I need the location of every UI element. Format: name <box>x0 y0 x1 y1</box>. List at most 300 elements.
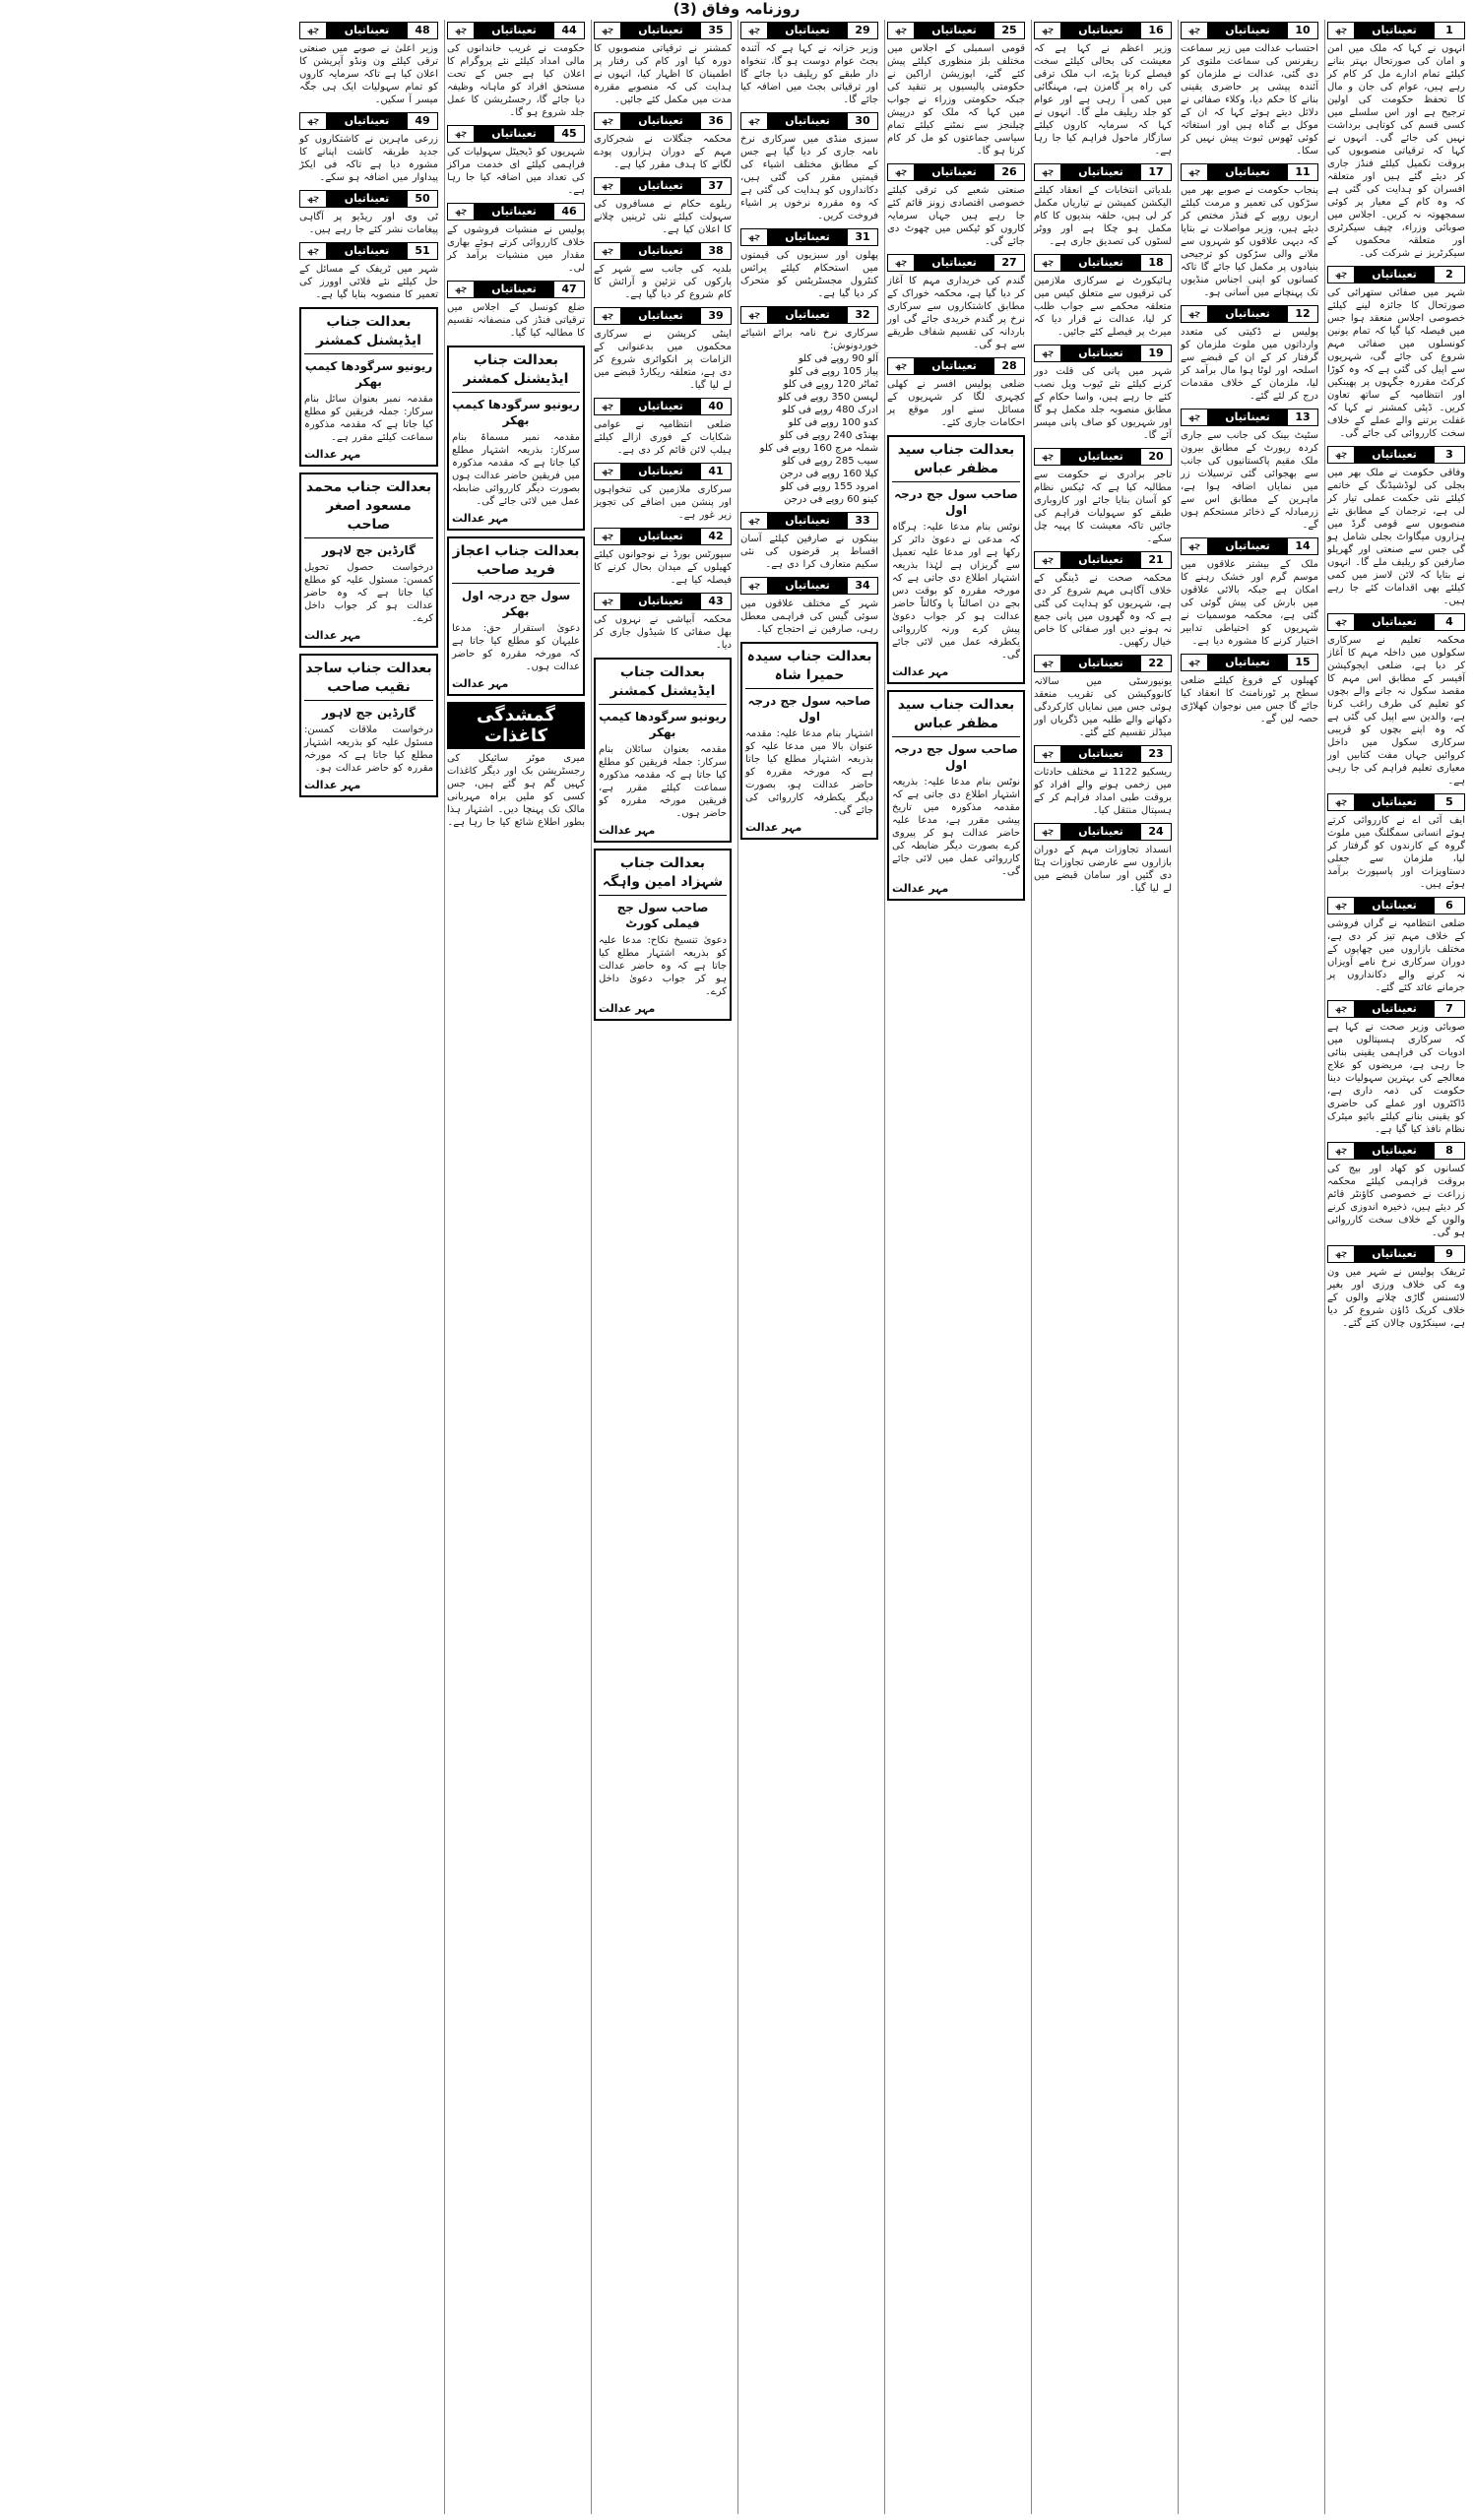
article-body: محکمہ تعلیم نے سرکاری سکولوں میں داخلہ مہم کا آغاز کر دیا ہے، ضلعی ایجوکیشن آفیسر کے مطابق اس مہم کا مقصد سکول نہ جانے والے بچوں کو تعلیم کی طرف راغب کرنا ہے، والدین سے اپیل کی گئی ہے کہ وہ اپنے بچوں کو قریبی سرکاری سکول میں داخل کروائیں جہاں مفت کتابیں اور معیاری تعلیم فراہم کی جا رہی ہے۔ <box>1327 635 1465 787</box>
price-list-item: ادرک 480 روپے فی کلو <box>782 405 878 415</box>
article-category-label: تعیناتیاں <box>1354 267 1435 283</box>
column-1 <box>1324 20 1467 2514</box>
article-header-bar <box>1327 897 1465 914</box>
article <box>1034 254 1172 339</box>
article <box>1034 22 1172 158</box>
court-notice-seal: مہر عدالت <box>892 882 949 895</box>
article-header-bar <box>740 228 878 246</box>
article-body: ریسکیو 1122 نے مختلف حادثات میں زخمی ہونے والے افراد کو بروقت طبی امداد فراہم کر کے ہسپتال منتقل کیا۔ <box>1034 767 1172 816</box>
article-header-bar <box>1034 254 1172 272</box>
article-number: 36 <box>701 113 731 129</box>
article-body: انسداد تجاوزات مہم کے دوران بازاروں سے عارضی تجاوزات ہٹا دی گئیں اور سامان قبضے میں لے لیا گیا۔ <box>1034 845 1172 894</box>
lost-documents-heading: گمشدگی کاغذات <box>447 702 585 749</box>
article <box>1034 655 1172 739</box>
article-body: گندم کی خریداری مہم کا آغاز کر دیا گیا ہے، محکمہ خوراک کے مطابق کاشتکاروں سے سرکاری نرخ پر گندم خریدی جائے گی اور باردانہ کی تقسیم شفاف طریقے سے ہو گی۔ <box>887 276 1025 350</box>
article <box>740 228 878 300</box>
article-key-label: چھ <box>741 513 767 529</box>
article-category-label: تعیناتیاں <box>620 529 701 544</box>
court-notice-heading: بعدالت جناب سیدہ حمیرا شاہ <box>745 648 873 689</box>
article-category-label: تعیناتیاں <box>914 23 994 38</box>
article-key-label: چھ <box>1328 614 1354 630</box>
article <box>1181 654 1318 725</box>
article-key-label: چھ <box>888 358 914 374</box>
court-notice-subheading: ریونیو سرگودھا کیمپ بھکر <box>452 398 580 427</box>
article <box>594 242 732 301</box>
article <box>1181 305 1318 403</box>
article-key-label: چھ <box>1328 267 1354 283</box>
article-header-bar <box>1034 448 1172 466</box>
article-body: پولیس نے منشیات فروشوں کے خلاف کارروائی کرتے ہوئے بھاری مقدار میں منشیات برآمد کر لی۔ <box>447 224 585 274</box>
article-header-bar <box>299 112 438 130</box>
court-notice <box>594 658 732 843</box>
article-number: 5 <box>1435 794 1464 810</box>
article-header-bar <box>1327 1142 1465 1160</box>
article-number: 49 <box>408 113 437 129</box>
article <box>299 190 438 236</box>
article-body: ہائیکورٹ نے سرکاری ملازمین کی ترقیوں سے متعلق کیس میں متعلقہ محکمے سے جواب طلب کر لیا، عدالت نے قرار دیا کہ میرٹ پر فیصلے کئے جائیں۔ <box>1034 276 1172 338</box>
article-body: محکمہ آبپاشی نے نہروں کی بھل صفائی کا شیڈول جاری کر دیا۔ <box>594 614 732 651</box>
article-header-bar <box>594 22 732 39</box>
article-body: یونیورسٹی میں سالانہ کانووکیشن کی تقریب منعقد ہوئی جس میں نمایاں کارکردگی دکھانے والے طلبہ میں ڈگریاں اور میڈلز تقسیم کئے گئے۔ <box>1034 676 1172 738</box>
article-key-label: چھ <box>1035 346 1060 361</box>
article-body: سرکاری ملازمین کی تنخواہوں اور پنشن میں اضافے کی تجویز زیر غور ہے۔ <box>594 484 732 521</box>
article-key-label: چھ <box>1328 1246 1354 1262</box>
court-notice-heading: بعدالت جناب ساجد نقیب صاحب <box>304 660 433 701</box>
article-key-label: چھ <box>448 126 474 142</box>
article-header-bar <box>1327 1245 1465 1263</box>
article-header-bar <box>1327 22 1465 39</box>
article-key-label: چھ <box>300 191 326 207</box>
article-header-bar <box>447 125 585 143</box>
article-key-label: چھ <box>1035 824 1060 840</box>
court-notice-body: اشتہار بنام مدعا علیہ: مقدمہ عنوان بالا میں مدعا علیہ کو بذریعہ اشتہار مطلع کیا جاتا ہے کہ مورخہ مقررہ کو حاضر عدالت ہو، بصورت دیگر یکطرفہ کارروائی کی جائے گی۔ <box>745 728 873 816</box>
court-notice-heading: بعدالت جناب ایڈیشنل کمشنر <box>452 351 580 393</box>
article-header-bar <box>887 22 1025 39</box>
article-key-label: چھ <box>888 164 914 180</box>
article-header-bar <box>1181 305 1318 323</box>
article-body: وزیر اعظم نے کہا ہے کہ معیشت کی بحالی کیلئے سخت فیصلے کرنا پڑے، اب ملک ترقی کی راہ پر گامزن ہے، مہنگائی میں کمی آ رہی ہے اور عوام کو جلد ریلیف ملے گا۔ انہوں نے کہا کہ سرمایہ کاروں کیلئے سازگار ماحول فراہم کیا جا رہا ہے۔ <box>1034 43 1172 157</box>
newspaper-page <box>6 20 1467 2514</box>
article-body: شہریوں کو ڈیجیٹل سہولیات کی فراہمی کیلئے ای خدمت مراکز کی تعداد میں اضافہ کیا جا رہا ہے۔ <box>446 147 585 196</box>
court-notice-body: مقدمہ بعنوان سائلان بنام سرکار: جملہ فریقین کو مطلع کیا جاتا ہے کہ مقدمہ مذکورہ سماعت کیلئے مقرر ہے، فریقین مورخہ مقررہ کو حاضر ہوں۔ <box>599 744 727 819</box>
price-list-item: امرود 155 روپے فی کلو <box>780 481 878 492</box>
price-list-item: کیلا 160 روپے فی درجن <box>779 469 878 479</box>
column-4 <box>884 20 1027 2514</box>
court-notice-body: مقدمہ نمبر بعنوان سائل بنام سرکار: جملہ فریقین کو مطلع کیا جاتا ہے کہ مقدمہ مذکورہ سماعت کیلئے مقرر ہے۔ <box>304 394 433 443</box>
article-body: سبزی منڈی میں سرکاری نرخ نامہ جاری کر دیا گیا ہے جس کے مطابق مختلف اشیاء کی قیمتیں مقرر کی گئی ہیں، دکانداروں کو ہدایت کی گئی ہے کہ وہ مقررہ نرخوں پر اشیاء فروخت کریں۔ <box>740 134 878 221</box>
article-number: 38 <box>701 243 731 259</box>
article-key-label: چھ <box>888 23 914 38</box>
article-number: 3 <box>1435 447 1464 463</box>
article-number: 25 <box>994 23 1024 38</box>
column-3 <box>1031 20 1174 2514</box>
price-list-item: لہسن 350 روپے فی کلو <box>778 392 878 403</box>
article-header-bar <box>1181 654 1318 671</box>
article <box>1034 163 1172 248</box>
court-notice-heading: بعدالت جناب محمد مسعود اصغر صاحب <box>304 478 433 538</box>
article-category-label: تعیناتیاں <box>1354 794 1435 810</box>
article-body: کمشنر نے ترقیاتی منصوبوں کا دورہ کیا اور کام کی رفتار پر اطمینان کا اظہار کیا، انہوں نے ہدایت کی کہ منصوبے مقررہ مدت میں مکمل کئے جائیں۔ <box>594 43 732 105</box>
price-list-item: آلو 90 روپے فی کلو <box>798 353 878 364</box>
court-notice-subheading: صاحب سول جج درجہ اول <box>894 742 1018 772</box>
article-category-label: تعیناتیاں <box>1207 410 1288 425</box>
article-number: 35 <box>701 23 731 38</box>
article-body: پولیس نے ڈکیتی کی متعدد وارداتوں میں ملوث ملزمان کو گرفتار کر کے ان کے قبضے سے اسلحہ اور لوٹا ہوا مال برآمد کر لیا، ملزمان کے خلاف مقدمات درج کر لئے گئے۔ <box>1181 327 1318 402</box>
price-list-item: بھنڈی 240 روپے فی کلو <box>780 430 878 441</box>
article-body: اینٹی کرپشن نے سرکاری محکموں میں بدعنوانی کے الزامات پر انکوائری شروع کر دی ہے، متعلقہ ریکارڈ قبضے میں لے لیا گیا۔ <box>594 329 732 391</box>
article-number: 18 <box>1141 255 1171 271</box>
article <box>1327 897 1465 994</box>
article-number: 6 <box>1435 898 1464 914</box>
court-notice-seal: مہر عدالت <box>452 512 509 525</box>
court-notice-body: درخواست ملاقات کمسن: مسئول علیہ کو بذریعہ اشتہار مطلع کیا جاتا ہے کہ مورخہ مقررہ کو حاضر عدالت ہو۔ <box>304 724 433 774</box>
article <box>1034 345 1172 442</box>
article-category-label: تعیناتیاں <box>1060 746 1141 762</box>
article-header-bar <box>594 177 732 195</box>
column-6 <box>591 20 734 2514</box>
article-key-label: چھ <box>741 23 767 38</box>
article-key-label: چھ <box>595 529 620 544</box>
article <box>1181 22 1318 158</box>
article-key-label: چھ <box>741 113 767 129</box>
article-category-label: تعیناتیاں <box>474 282 554 297</box>
article-number: 4 <box>1435 614 1464 630</box>
article-category-label: تعیناتیاں <box>620 23 701 38</box>
article <box>1181 409 1318 532</box>
article-number: 21 <box>1141 552 1171 568</box>
article-category-label: تعیناتیاں <box>767 229 848 245</box>
masthead-title: روزنامہ وفاق (3) <box>672 0 801 18</box>
court-notice-seal: مہر عدالت <box>304 448 361 461</box>
article-body: صنعتی شعبے کی ترقی کیلئے خصوصی اقتصادی زونز قائم کئے جا رہے ہیں جہاں سرمایہ کاروں کو ٹیکس میں چھوٹ دی جائے گی۔ <box>887 185 1025 247</box>
article-category-label: تعیناتیاں <box>620 243 701 259</box>
article-category-label: تعیناتیاں <box>767 513 848 529</box>
court-notice <box>447 536 585 696</box>
article-header-bar <box>299 190 438 208</box>
article-key-label: چھ <box>741 578 767 594</box>
article-header-bar <box>1327 793 1465 811</box>
article-number: 1 <box>1435 23 1464 38</box>
article-body: ضلعی انتظامیہ نے گراں فروشی کے خلاف مہم تیز کر دی ہے، مختلف بازاروں میں چھاپوں کے دوران سرکاری نرخ نامے آویزاں نہ کرنے والے دکانداروں پر جرمانے عائد کئے گئے۔ <box>1327 918 1465 993</box>
article-number: 29 <box>848 23 877 38</box>
article-body: ریلوے حکام نے مسافروں کی سہولت کیلئے نئی ٹرینیں چلانے کا اعلان کیا ہے۔ <box>594 199 732 235</box>
article-key-label: چھ <box>1035 255 1060 271</box>
article-header-bar <box>594 528 732 545</box>
article-category-label: تعیناتیاں <box>1060 23 1141 38</box>
article <box>594 593 732 652</box>
article-number: 17 <box>1141 164 1171 180</box>
court-notice-subheading: سول جج درجہ اول بھکر <box>461 589 571 618</box>
article <box>447 125 585 197</box>
court-notice-heading: بعدالت جناب ایڈیشنل کمشنر <box>304 313 433 354</box>
article <box>1034 551 1172 649</box>
article-number: 44 <box>554 23 584 38</box>
article-number: 51 <box>408 243 437 259</box>
article-body: کھیلوں کے فروغ کیلئے ضلعی سطح پر ٹورنامنٹ کا انعقاد کیا جائے گا جس میں نوجوان کھلاڑی حصہ لیں گے۔ <box>1181 675 1318 724</box>
article-category-label: تعیناتیاں <box>620 464 701 479</box>
article-number: 31 <box>848 229 877 245</box>
article <box>447 22 585 119</box>
article-key-label: چھ <box>741 229 767 245</box>
article-body: ملک کے بیشتر علاقوں میں موسم گرم اور خشک رہنے کا امکان ہے جبکہ بالائی علاقوں میں بارش کی پیش گوئی کی گئی ہے، محکمہ موسمیات نے شہریوں کو احتیاطی تدابیر اختیار کرنے کا مشورہ دیا ہے۔ <box>1181 559 1318 647</box>
article-body: ضلعی انتظامیہ نے عوامی شکایات کے فوری ازالے کیلئے ہیلپ لائن قائم کر دی ہے۔ <box>594 419 732 456</box>
article <box>887 22 1025 158</box>
article-body: تاجر برادری نے حکومت سے مطالبہ کیا ہے کہ ٹیکس نظام کو آسان بنایا جائے اور کاروباری طبقے کو سہولیات فراہم کی جائیں تاکہ معیشت کا پہیہ چل سکے۔ <box>1034 470 1172 544</box>
article-number: 7 <box>1435 1001 1464 1017</box>
article-category-label: تعیناتیاں <box>914 255 994 271</box>
article-body: حکومت نے غریب خاندانوں کی مالی امداد کیلئے نئے پروگرام کا اعلان کیا ہے جس کے تحت مستحق افراد کو ماہانہ وظیفہ دیا جائے گا، رجسٹریشن کا عمل جلد شروع ہو گا۔ <box>447 43 585 118</box>
article-key-label: چھ <box>595 464 620 479</box>
article-header-bar <box>740 577 878 595</box>
article-number: 28 <box>994 358 1024 374</box>
article <box>740 22 878 106</box>
court-notice-body: نوٹس بنام مدعا علیہ: بذریعہ اشتہار اطلاع دی جاتی ہے کہ مقدمہ مذکورہ میں تاریخ پیشی مقرر ہے، مدعا علیہ حاضر عدالت ہو کر پیروی کرے بصورت دیگر ضابطہ کی کارروائی عمل میں لائی جائے گی۔ <box>892 777 1020 877</box>
court-notice <box>299 307 438 467</box>
article-body: وزیر اعلیٰ نے صوبے میں صنعتی ترقی کیلئے ون ونڈو آپریشن کا اعلان کیا ہے تاکہ سرمایہ کاروں کو تمام سہولیات ایک ہی جگہ میسر آ سکیں۔ <box>299 43 438 105</box>
article-body: صوبائی وزیر صحت نے کہا ہے کہ سرکاری ہسپتالوں میں ادویات کی فراہمی یقینی بنائی جا رہی ہے، مریضوں کو علاج معالجے کی بہترین سہولیات دینا حکومت کی ذمہ داری ہے، ڈاکٹروں اور عملے کی حاضری کو یقینی بنانے کیلئے بائیو میٹرک نظام نافذ کیا گیا ہے۔ <box>1327 1022 1465 1135</box>
article-header-bar <box>1327 266 1465 284</box>
article <box>1327 1245 1465 1330</box>
column-8 <box>297 20 440 2514</box>
article-header-bar <box>1181 409 1318 426</box>
article-body: شہر میں ٹریفک کے مسائل کے حل کیلئے نئے فلائی اوورز کی تعمیر کا منصوبہ بنایا گیا ہے۔ <box>299 264 438 300</box>
article-number: 13 <box>1288 410 1317 425</box>
article-category-label: تعیناتیاں <box>1207 164 1288 180</box>
article-body: کسانوں کو کھاد اور بیج کی بروقت فراہمی کیلئے محکمہ زراعت نے خصوصی کاؤنٹر قائم کر دیئے ہیں، ذخیرہ اندوزی کرنے والوں کے خلاف سخت کارروائی ہو گی۔ <box>1327 1164 1465 1238</box>
article-category-label: تعیناتیاں <box>1354 23 1435 38</box>
article-category-label: تعیناتیاں <box>1060 656 1141 671</box>
article-body: پھلوں اور سبزیوں کی قیمتوں میں استحکام کیلئے پرائس کنٹرول مجسٹریٹس کو متحرک کر دیا گیا ہے۔ <box>740 250 878 299</box>
article-key-label: چھ <box>595 178 620 194</box>
article-body: ضلع کونسل کے اجلاس میں ترقیاتی فنڈز کی منصفانہ تقسیم کا مطالبہ کیا گیا۔ <box>447 302 585 339</box>
article-body: محکمہ صحت نے ڈینگی کے خلاف آگاہی مہم شروع کر دی ہے، شہریوں کو ہدایت کی گئی ہے کہ وہ گھروں میں پانی جمع نہ ہونے دیں اور صفائی کا خاص خیال رکھیں۔ <box>1034 573 1172 648</box>
court-notice-subheading: ریونیو سرگودھا کیمپ بھکر <box>304 359 433 389</box>
court-notice-seal: مہر عدالت <box>304 779 361 791</box>
article-key-label: چھ <box>448 282 474 297</box>
court-notice-heading: بعدالت جناب سید مظفر عباس <box>892 441 1020 482</box>
article-body: انہوں نے کہا کہ ملک میں امن و امان کی صورتحال بہتر بنانے کیلئے تمام ادارے مل کر کام کر رہے ہیں، عوام کی جان و مال کا تحفظ حکومت کی اولین ترجیح ہے اور اس سلسلے میں کسی قسم کی کوتاہی برداشت نہیں کی جائے گی۔ انہوں نے کہا کہ ترقیاتی منصوبوں کی بروقت تکمیل کیلئے فنڈز جاری کر دیئے گئے ہیں اور متعلقہ افسران کو ہدایت کی گئی ہے کہ وہ کام کے معیار پر کوئی سمجھوتہ نہ کریں۔ اجلاس میں صوبائی وزراء، چیف سیکرٹری اور متعلقہ محکموں کے سیکرٹریز نے شرکت کی۔ <box>1327 43 1465 259</box>
article-category-label: تعیناتیاں <box>1354 1246 1435 1262</box>
court-notice-seal: مہر عدالت <box>892 665 949 678</box>
court-notice <box>887 435 1025 684</box>
article-header-bar <box>447 22 585 39</box>
article-header-bar <box>594 242 732 260</box>
article-key-label: چھ <box>1182 23 1207 38</box>
article-category-label: تعیناتیاں <box>1060 449 1141 465</box>
article-category-label: تعیناتیاں <box>767 23 848 38</box>
price-list-item: ٹماٹر 120 روپے فی کلو <box>783 379 878 390</box>
article <box>1327 266 1465 440</box>
article-category-label: تعیناتیاں <box>914 358 994 374</box>
article <box>594 307 732 392</box>
article-number: 16 <box>1141 23 1171 38</box>
article-key-label: چھ <box>1035 656 1060 671</box>
article-category-label: تعیناتیاں <box>326 113 408 129</box>
article-number: 14 <box>1288 538 1317 554</box>
article-number: 41 <box>701 464 731 479</box>
article-number: 8 <box>1435 1143 1464 1159</box>
article-key-label: چھ <box>1328 447 1354 463</box>
article-number: 40 <box>701 399 731 414</box>
article-body: سٹیٹ بینک کی جانب سے جاری کردہ رپورٹ کے مطابق بیرون ملک مقیم پاکستانیوں کی جانب سے بھجوائی گئی ترسیلات زر میں نمایاں اضافہ ہوا ہے، ماہرین کے مطابق اس سے زرمبادلہ کے ذخائر مستحکم ہوں گے۔ <box>1181 430 1318 531</box>
court-notice-subheading: ریونیو سرگودھا کیمپ بھکر <box>599 710 727 739</box>
article-category-label: تعیناتیاں <box>767 307 848 323</box>
article-body: پنجاب حکومت نے صوبے بھر میں سڑکوں کی تعمیر و مرمت کیلئے اربوں روپے کے فنڈز مختص کر دیئے ہیں، وزیر مواصلات نے بتایا کہ دیہی علاقوں کو شہروں سے ملانے والی سڑکوں کو ترجیحی بنیادوں پر مکمل کیا جائے گا تاکہ کسانوں کو اپنی اجناس منڈیوں تک پہنچانے میں آسانی ہو۔ <box>1181 185 1318 298</box>
article-number: 37 <box>701 178 731 194</box>
article-key-label: چھ <box>1035 552 1060 568</box>
court-notice-subheading: گارڈین جج لاہور <box>321 706 416 720</box>
article-number: 22 <box>1141 656 1171 671</box>
article <box>740 112 878 222</box>
article-body: وزیر خزانہ نے کہا ہے کہ آئندہ بجٹ عوام دوست ہو گا، تنخواہ دار طبقے کو ریلیف دیا جائے گا اور ترقیاتی بجٹ میں اضافہ کیا جائے گا۔ <box>740 43 878 105</box>
article <box>887 163 1025 248</box>
article-number: 46 <box>554 204 584 220</box>
court-notice-body: نوٹس بنام مدعا علیہ: ہرگاہ کہ مدعی نے دعویٰ دائر کر رکھا ہے اور مدعا علیہ تعمیل سے گریزاں ہے لہٰذا بذریعہ اشتہار اطلاع دی جاتی ہے کہ مورخہ مقررہ کو بوقت دس بجے دن اصالتاً یا وکالتاً حاضر عدالت ہو کر جواب دعویٰ پیش کرے ورنہ کارروائی یکطرفہ عمل میں لائی جائے گی۔ <box>892 522 1020 661</box>
article-category-label: تعیناتیاں <box>1207 23 1288 38</box>
article-header-bar <box>740 512 878 530</box>
article-body: ضلعی پولیس افسر نے کھلی کچہری لگا کر شہریوں کے مسائل سنے اور موقع پر احکامات جاری کئے۔ <box>887 379 1025 428</box>
article-header-bar <box>1327 1000 1465 1018</box>
article-category-label: تعیناتیاں <box>1207 538 1288 554</box>
article-key-label: چھ <box>1328 898 1354 914</box>
article-header-bar <box>740 306 878 324</box>
article-header-bar <box>887 254 1025 272</box>
article-header-bar <box>594 463 732 480</box>
court-notice <box>740 642 878 840</box>
article-key-label: چھ <box>888 255 914 271</box>
article-category-label: تعیناتیاں <box>326 23 408 38</box>
article-header-bar <box>594 307 732 325</box>
article-body: زرعی ماہرین نے کاشتکاروں کو جدید طریقہ کاشت اپنانے کا مشورہ دیا ہے تاکہ فی ایکڑ پیداوار میں اضافہ ہو سکے۔ <box>299 134 438 183</box>
article-key-label: چھ <box>1035 23 1060 38</box>
article-header-bar <box>1034 745 1172 763</box>
article-number: 12 <box>1288 306 1317 322</box>
court-notice <box>887 690 1025 901</box>
article-number: 10 <box>1288 23 1317 38</box>
article-number: 43 <box>701 594 731 609</box>
article-header-bar <box>740 22 878 39</box>
column-7 <box>444 20 587 2514</box>
article-header-bar <box>1181 163 1318 181</box>
court-notice <box>594 849 732 1021</box>
article <box>1327 1000 1465 1136</box>
article-header-bar <box>299 22 438 39</box>
article-category-label: تعیناتیاں <box>1060 346 1141 361</box>
column-2 <box>1178 20 1320 2514</box>
article <box>299 242 438 301</box>
article-body: ٹریفک پولیس نے شہر میں ون وے کی خلاف ورزی اور بغیر لائسنس گاڑی چلانے والوں کے خلاف کریک ڈاؤن شروع کر دیا ہے، سینکڑوں چالان کئے گئے۔ <box>1327 1267 1465 1329</box>
article <box>594 22 732 106</box>
article-body: سپورٹس بورڈ نے نوجوانوں کیلئے کھیلوں کے میدان بحال کرنے کا فیصلہ کیا ہے۔ <box>594 549 732 586</box>
price-list-item: شملہ مرچ 160 روپے فی کلو <box>759 443 878 454</box>
article <box>1181 163 1318 299</box>
article <box>887 254 1025 351</box>
article-category-label: تعیناتیاں <box>1207 306 1288 322</box>
article-key-label: چھ <box>595 594 620 609</box>
article-header-bar <box>594 593 732 610</box>
article <box>594 112 732 171</box>
court-notice-body: مقدمہ نمبر مسماۃ بنام سرکار: بذریعہ اشتہار مطلع کیا جاتا ہے کہ مقدمہ مذکورہ میں فریقین حاضر عدالت ہوں بصورت دیگر کارروائی ضابطہ عمل میں لائی جائے گی۔ <box>452 432 580 507</box>
article <box>1181 537 1318 648</box>
article <box>1327 793 1465 891</box>
article <box>887 357 1025 429</box>
court-notice-seal: مہر عدالت <box>452 677 509 690</box>
article <box>594 463 732 522</box>
article-number: 24 <box>1141 824 1171 840</box>
article-header-bar <box>447 203 585 220</box>
article-category-label: تعیناتیاں <box>620 594 701 609</box>
article-key-label: چھ <box>1182 538 1207 554</box>
article-body: ٹی وی اور ریڈیو پر آگاہی پیغامات نشر کئے جا رہے ہیں۔ <box>299 212 438 235</box>
article-key-label: چھ <box>595 308 620 324</box>
article <box>740 306 878 506</box>
article-header-bar <box>1327 446 1465 464</box>
article <box>594 398 732 457</box>
article-header-bar <box>299 242 438 260</box>
article-header-bar <box>1034 823 1172 841</box>
article-number: 42 <box>701 529 731 544</box>
article-key-label: چھ <box>595 113 620 129</box>
article <box>594 528 732 587</box>
price-list-item: سیب 285 روپے فی کلو <box>782 456 878 467</box>
article-key-label: چھ <box>1182 410 1207 425</box>
article-header-bar <box>1034 551 1172 569</box>
article-body: شہر میں پانی کی قلت دور کرنے کیلئے نئے ٹیوب ویل نصب کئے جا رہے ہیں، واسا حکام کے مطابق منصوبہ جلد مکمل ہو گا اور شہریوں کو صاف پانی میسر آئے گا۔ <box>1034 366 1172 441</box>
article-category-label: تعیناتیاں <box>1060 552 1141 568</box>
article-category-label: تعیناتیاں <box>1354 1143 1435 1159</box>
article-number: 19 <box>1141 346 1171 361</box>
article <box>1327 613 1465 788</box>
article-category-label: تعیناتیاں <box>1354 898 1435 914</box>
article-body: قومی اسمبلی کے اجلاس میں مختلف بلز منظوری کیلئے پیش کئے گئے، اپوزیشن اراکین نے حکومتی پالیسیوں پر تنقید کی جبکہ حکومتی وزراء نے جواب میں کہا کہ ملک کو درپیش چیلنجز سے نمٹنے کیلئے تمام سیاسی جماعتوں کو مل کر کام کرنا ہو گا۔ <box>887 43 1025 157</box>
article-category-label: تعیناتیاں <box>914 164 994 180</box>
article-key-label: چھ <box>1328 1001 1354 1017</box>
article-category-label: تعیناتیاں <box>620 308 701 324</box>
article-number: 47 <box>554 282 584 297</box>
article-body: بلدیاتی انتخابات کے انعقاد کیلئے الیکشن کمیشن نے تیاریاں مکمل کر لی ہیں، حلقہ بندیوں کا کام مکمل ہو چکا ہے اور ووٹر لسٹوں کی تصدیق جاری ہے۔ <box>1034 185 1172 247</box>
court-notice <box>299 472 438 648</box>
article-header-bar <box>1181 537 1318 555</box>
article-category-label: تعیناتیاں <box>474 204 554 220</box>
article-number: 30 <box>848 113 877 129</box>
article-number: 20 <box>1141 449 1171 465</box>
article-header-bar <box>1327 613 1465 631</box>
article-header-bar <box>740 112 878 130</box>
article-header-bar <box>887 163 1025 181</box>
article-number: 45 <box>554 126 584 142</box>
article-key-label: چھ <box>448 23 474 38</box>
court-notice-subheading: صاحب سول جج فیملی کورٹ <box>616 901 709 930</box>
article-key-label: چھ <box>300 113 326 129</box>
article-category-label: تعیناتیاں <box>1207 655 1288 670</box>
court-notice-seal: مہر عدالت <box>304 629 361 642</box>
court-notice-seal: مہر عدالت <box>745 821 802 834</box>
article-key-label: چھ <box>1182 655 1207 670</box>
article-header-bar <box>1034 655 1172 672</box>
article-key-label: چھ <box>595 23 620 38</box>
article <box>740 512 878 571</box>
price-list-item: پیاز 105 روپے فی کلو <box>789 366 878 377</box>
court-notice-seal: مہر عدالت <box>599 824 656 837</box>
article-key-label: چھ <box>741 307 767 323</box>
article-key-label: چھ <box>1328 23 1354 38</box>
article <box>594 177 732 236</box>
article-number: 2 <box>1435 267 1464 283</box>
article-body: محکمہ جنگلات نے شجرکاری مہم کے دوران ہزاروں پودے لگانے کا ہدف مقرر کیا ہے۔ <box>594 134 732 170</box>
article-number: 39 <box>701 308 731 324</box>
article-header-bar <box>594 112 732 130</box>
article-number: 34 <box>848 578 877 594</box>
